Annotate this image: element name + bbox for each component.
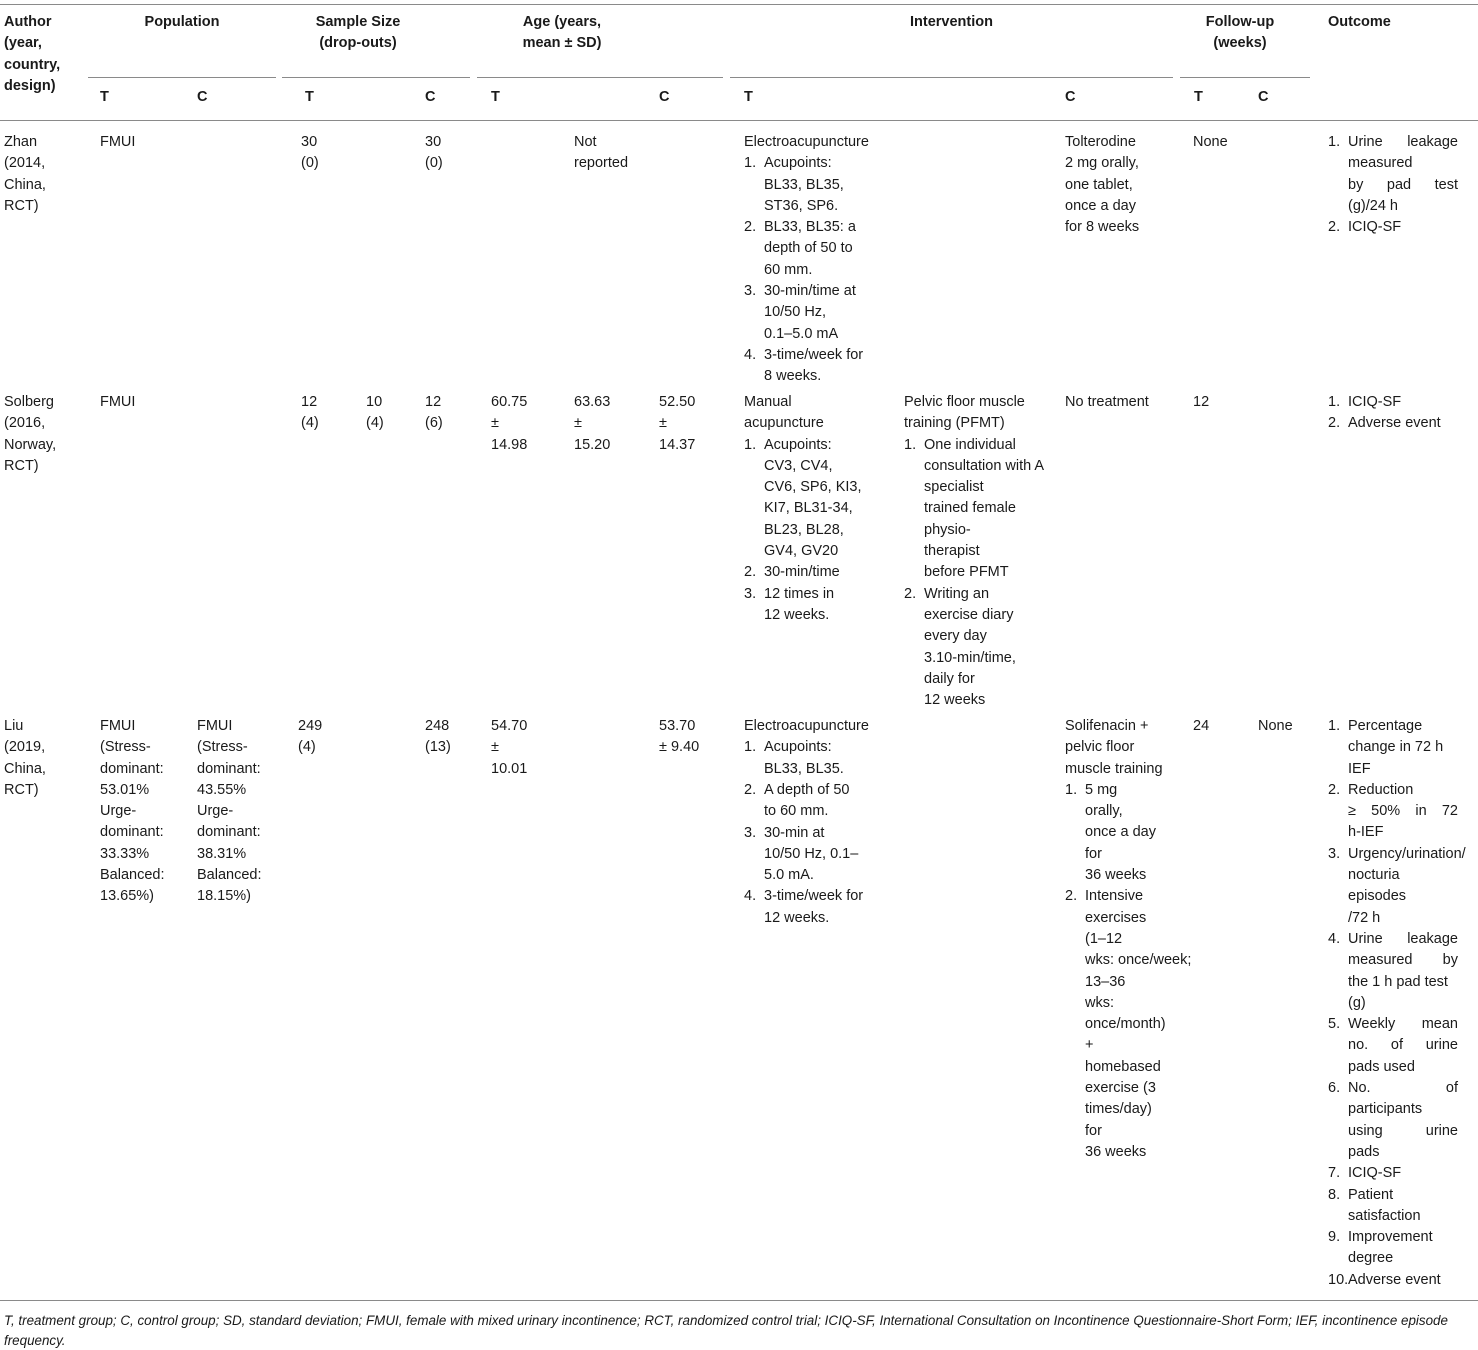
text-line: ± [574, 415, 582, 432]
header-sample-size [282, 12, 434, 55]
list-line: measured [1348, 155, 1413, 172]
sample-size-c [425, 716, 451, 759]
population-t [100, 716, 165, 908]
sample-size-t [298, 716, 322, 759]
intervention-rule [730, 77, 1173, 78]
list-line: /72 h [1348, 909, 1381, 926]
text-line: dominant: [197, 760, 261, 777]
text-line: Manual [744, 394, 792, 410]
sample-size-rule [282, 77, 470, 78]
list-line: + [1085, 1037, 1094, 1054]
list-line: pads [1348, 1143, 1380, 1160]
text-line: Tolterodine [1065, 134, 1136, 150]
text-line: 18.15%) [197, 888, 252, 905]
text-line: Pelvic floor muscle [904, 394, 1025, 410]
list-number: 1. [904, 436, 917, 453]
list-line: No. of [1348, 1080, 1458, 1097]
text-line: Follow-up [1205, 14, 1275, 30]
text-line: FMUI [100, 718, 136, 734]
list-line: 8 weeks. [764, 368, 822, 385]
list-line: daily for [924, 670, 975, 687]
list-line: 12 weeks. [764, 909, 830, 926]
list-number: 1. [1065, 781, 1078, 798]
list-line: Urine leakage [1348, 134, 1458, 150]
list-line: physio- [924, 521, 971, 538]
list-line: 13–36 [1085, 973, 1126, 990]
list-line: (g) [1348, 994, 1366, 1011]
intervention-t-title: Electroacupuncture [744, 134, 869, 150]
text-line: Age (years, [522, 14, 602, 30]
list-number: 4. [744, 888, 757, 905]
list-line: depth of 50 to [764, 240, 853, 257]
text-line: (4) [301, 415, 319, 432]
text-line: reported [574, 155, 629, 172]
list-line: episodes [1348, 888, 1407, 905]
follow-up-rule [1180, 77, 1310, 78]
list-line: Acupoints: [764, 155, 832, 172]
list-number: 1. [1328, 394, 1341, 410]
header-t: T [1194, 89, 1203, 105]
list-number: 1. [1328, 134, 1341, 150]
list-line: orally, [1085, 803, 1123, 820]
text-line: Urge- [100, 803, 137, 820]
text-line: China, [4, 176, 46, 193]
list-line: Adverse event [1348, 415, 1441, 432]
text-line: 248 [425, 718, 450, 734]
sample-size-c [425, 392, 443, 435]
list-line: A depth of 50 [764, 781, 850, 798]
population-t: FMUI [100, 134, 136, 150]
header-c: C [425, 89, 436, 105]
row-author [4, 716, 46, 801]
text-line: 2 mg orally, [1065, 155, 1139, 172]
header-t: T [100, 89, 109, 105]
text-line: Zhan [4, 134, 38, 150]
list-line: Intensive [1085, 888, 1144, 905]
text-line: for 8 weeks [1065, 219, 1140, 236]
list-line: Urgency/urination/ [1348, 845, 1466, 862]
list-line: satisfaction [1348, 1207, 1421, 1224]
header-follow-up [1180, 12, 1300, 55]
text-line: 13.65%) [100, 888, 155, 905]
intervention-c-title [1065, 716, 1163, 780]
text-line: (0) [425, 155, 443, 172]
list-number: 1. [744, 739, 757, 756]
list-line: Acupoints: [764, 436, 832, 453]
list-line: Reduction [1348, 781, 1414, 798]
list-line: 30-min/time at [764, 283, 856, 300]
list-line: 30-min at [764, 824, 825, 841]
list-number: 8. [1328, 1186, 1341, 1203]
list-line: change in 72 h [1348, 739, 1444, 756]
follow-up-t: 24 [1193, 718, 1210, 734]
header-t: T [491, 89, 500, 105]
text-line: ± [491, 739, 499, 756]
list-number: 2. [744, 219, 757, 236]
list-line: 3-time/week for [764, 347, 864, 363]
age-t2 [574, 392, 610, 456]
text-line: country, [4, 56, 61, 73]
text-line: RCT) [4, 457, 39, 474]
list-line: participants [1348, 1101, 1423, 1118]
text-line: 54.70 [491, 718, 528, 734]
list-number: 3. [1328, 845, 1341, 862]
list-line: 5.0 mA. [764, 867, 814, 884]
text-line: 15.20 [574, 436, 611, 453]
text-line: design) [4, 77, 56, 94]
age-t [491, 716, 527, 780]
text-line: pelvic floor [1065, 739, 1135, 756]
intervention-t2-title [904, 392, 1025, 435]
list-line: 3.10-min/time, [924, 649, 1016, 666]
list-line: degree [1348, 1250, 1394, 1267]
list-number: 2. [904, 585, 917, 602]
text-line: dominant: [197, 824, 261, 841]
text-line: once a day [1065, 197, 1136, 214]
header-age [477, 12, 647, 55]
list-line: 12 weeks [924, 692, 986, 709]
text-line: Liu [4, 718, 24, 734]
intervention-t-title: Electroacupuncture [744, 718, 869, 734]
text-line: FMUI [197, 718, 233, 734]
text-line: Solifenacin + [1065, 718, 1149, 734]
intervention-c: No treatment [1065, 394, 1149, 410]
list-line: Percentage [1348, 718, 1423, 734]
text-line: RCT) [4, 781, 39, 798]
text-line: 14.37 [659, 436, 696, 453]
text-line: 52.50 [659, 394, 696, 410]
list-number: 3. [744, 824, 757, 841]
age-rule [477, 77, 723, 78]
list-line: 0.1–5.0 mA [764, 325, 839, 342]
table-bottom-rule [0, 1300, 1478, 1301]
list-line: exercises [1085, 909, 1147, 926]
list-line: using urine [1348, 1122, 1458, 1139]
text-line: (Stress- [100, 739, 151, 756]
list-number: 2. [744, 564, 757, 581]
list-line: Urine leakage [1348, 931, 1458, 947]
age-t [491, 392, 527, 456]
list-number: 2. [1328, 415, 1341, 432]
text-line: (drop-outs) [319, 35, 397, 52]
text-line: Solberg [4, 394, 54, 410]
list-line: therapist [924, 543, 980, 560]
sample-size-c [425, 132, 443, 175]
list-line: ICIQ-SF [1348, 394, 1402, 410]
list-number: 9. [1328, 1229, 1341, 1246]
list-line: 12 times in [764, 585, 835, 602]
list-line: 12 weeks. [764, 606, 830, 623]
list-number: 1. [1328, 718, 1341, 734]
list-line: trained female [924, 500, 1016, 517]
header-outcome: Outcome [1328, 14, 1391, 30]
text-line: Not [574, 134, 597, 150]
list-line: exercise diary [924, 606, 1014, 623]
list-line: Writing an [924, 585, 990, 602]
list-number: 7. [1328, 1165, 1341, 1182]
list-number: 2. [1328, 219, 1341, 236]
list-line: for [1085, 845, 1102, 862]
list-number: 2. [744, 781, 757, 798]
sample-size-t [301, 392, 319, 435]
list-line: the 1 h pad test [1348, 973, 1448, 990]
list-number: 3. [744, 585, 757, 602]
text-line: 30 [301, 134, 318, 150]
list-line: ICIQ-SF [1348, 1165, 1402, 1182]
table-top-rule [0, 4, 1478, 5]
list-number: 10. [1328, 1271, 1349, 1288]
header-c: C [197, 89, 208, 105]
list-line: exercise (3 [1085, 1080, 1156, 1097]
text-line: RCT) [4, 197, 39, 214]
list-line: One individual [924, 436, 1016, 453]
text-line: (4) [298, 739, 316, 756]
list-line: CV3, CV4, [764, 457, 833, 474]
text-line: dominant: [100, 760, 164, 777]
header-c: C [1065, 89, 1076, 105]
list-number: 2. [1065, 888, 1078, 905]
list-line: h-IEF [1348, 824, 1384, 841]
row-author [4, 392, 56, 477]
text-line: 38.31% [197, 845, 247, 862]
list-line: specialist [924, 479, 984, 496]
intervention-t-title [744, 392, 824, 435]
age-c [659, 716, 699, 759]
follow-up-c: None [1258, 718, 1293, 734]
age-note [574, 132, 628, 175]
text-line: muscle training [1065, 760, 1163, 777]
text-line: ± [659, 415, 667, 432]
text-line: 60.75 [491, 394, 528, 410]
population-t: FMUI [100, 394, 136, 410]
list-line: BL23, BL28, [764, 521, 844, 538]
text-line: (year, [4, 35, 42, 52]
text-line: Balanced: [100, 867, 165, 884]
list-line: Acupoints: [764, 739, 832, 756]
list-line: ≥ 50% in 72 [1348, 803, 1458, 820]
header-author [4, 12, 60, 97]
list-line: BL33, BL35, [764, 176, 844, 193]
list-line: BL33, BL35. [764, 760, 844, 777]
text-line: (13) [425, 739, 451, 756]
header-population: Population [144, 14, 220, 30]
text-line: 53.01% [100, 781, 150, 798]
text-line: 43.55% [197, 781, 247, 798]
list-line: times/day) [1085, 1101, 1152, 1118]
list-line: 36 weeks [1085, 867, 1147, 884]
list-line: wks: once/week; [1085, 952, 1192, 969]
age-c [659, 392, 695, 456]
text-line: Urge- [197, 803, 234, 820]
text-line: China, [4, 760, 46, 777]
list-line: Patient [1348, 1186, 1394, 1203]
text-line: 10 [366, 394, 383, 410]
list-line: 30-min/time [764, 564, 840, 581]
list-number: 6. [1328, 1080, 1341, 1097]
list-number: 1. [744, 155, 757, 172]
list-line: to 60 mm. [764, 803, 829, 820]
list-line: once/month) [1085, 1016, 1166, 1033]
text-line: 30 [425, 134, 442, 150]
list-line: 10/50 Hz, [764, 304, 827, 321]
list-number: 3. [744, 283, 757, 300]
list-line: KI7, BL31-34, [764, 500, 853, 517]
list-line: once a day [1085, 824, 1156, 841]
list-line: homebased [1085, 1058, 1161, 1075]
population-c [197, 716, 262, 908]
text-line: acupuncture [744, 415, 824, 432]
text-line: Sample Size [315, 14, 401, 30]
text-line: (6) [425, 415, 443, 432]
list-line: 3-time/week for [764, 888, 864, 905]
list-line: wks: [1085, 994, 1114, 1011]
text-line: (2019, [4, 739, 46, 756]
list-line: before PFMT [924, 564, 1009, 581]
list-line: CV6, SP6, KI3, [764, 479, 862, 496]
list-line: ST36, SP6. [764, 197, 839, 214]
list-line: for [1085, 1122, 1102, 1139]
list-line: IEF [1348, 760, 1371, 777]
text-line: 12 [425, 394, 442, 410]
list-line: by pad test [1348, 176, 1458, 193]
list-number: 2. [1328, 781, 1341, 798]
sample-size-t [301, 132, 319, 175]
list-line: Weekly mean [1348, 1016, 1458, 1033]
text-line: (Stress- [197, 739, 248, 756]
list-number: 4. [744, 347, 757, 363]
intervention-c [1065, 132, 1139, 238]
list-line: Improvement [1348, 1229, 1433, 1246]
text-line: training (PFMT) [904, 415, 1005, 432]
list-line: Adverse event [1348, 1271, 1441, 1288]
list-line: 60 mm. [764, 261, 813, 278]
row-author [4, 132, 46, 217]
header-intervention: Intervention [910, 14, 993, 30]
text-line: 10.01 [491, 760, 528, 777]
header-t: T [305, 89, 314, 105]
list-line: ICIQ-SF [1348, 219, 1402, 236]
list-line: 10/50 Hz, 0.1– [764, 845, 859, 862]
text-line: ± [491, 415, 499, 432]
header-c: C [1258, 89, 1269, 105]
text-line: Author [4, 14, 52, 30]
text-line: (2016, [4, 415, 46, 432]
follow-up-t: None [1193, 134, 1228, 150]
text-line: Balanced: [197, 867, 262, 884]
list-number: 4. [1328, 931, 1341, 947]
header-c: C [659, 89, 670, 105]
list-line: (g)/24 h [1348, 197, 1398, 214]
text-line: Norway, [4, 436, 57, 453]
list-line: BL33, BL35: a [764, 219, 856, 236]
text-line: 53.70 [659, 718, 696, 734]
text-line: ± 9.40 [659, 739, 700, 756]
list-number: 5. [1328, 1016, 1341, 1033]
list-line: nocturia [1348, 867, 1400, 884]
list-line: 5 mg [1085, 781, 1118, 798]
table-footnote: T, treatment group; C, control group; SD, standard deviation; FMUI, female with mixed urinary incontinence; RCT, randomized control trial; ICIQ-SF, International Consultation on Incontinence Questionnaire-Short Form; IEF, incontinence episode frequency. [4, 1313, 1448, 1348]
sample-size-t2 [366, 392, 384, 435]
list-number: 1. [744, 436, 757, 453]
text-line: one tablet, [1065, 176, 1133, 193]
list-line: (1–12 [1085, 930, 1123, 947]
text-line: (2014, [4, 155, 46, 172]
text-line: 33.33% [100, 845, 150, 862]
list-line: no. of urine [1348, 1037, 1458, 1054]
text-line: 249 [298, 718, 323, 734]
text-line: (0) [301, 155, 319, 172]
list-line: pads used [1348, 1058, 1415, 1075]
text-line: (4) [366, 415, 384, 432]
text-line: 14.98 [491, 436, 528, 453]
follow-up-t: 12 [1193, 394, 1210, 410]
list-line: consultation with A [924, 457, 1045, 474]
text-line: dominant: [100, 824, 164, 841]
header-bottom-rule [0, 120, 1478, 121]
text-line: mean ± SD) [522, 35, 602, 52]
population-rule [88, 77, 276, 78]
header-t: T [744, 89, 753, 105]
text-line: 12 [301, 394, 318, 410]
text-line: 63.63 [574, 394, 611, 410]
list-line: GV4, GV20 [764, 543, 839, 560]
list-line: every day [924, 628, 987, 645]
text-line: (weeks) [1213, 35, 1267, 52]
list-line: 36 weeks [1085, 1143, 1147, 1160]
list-line: measured by [1348, 952, 1458, 969]
